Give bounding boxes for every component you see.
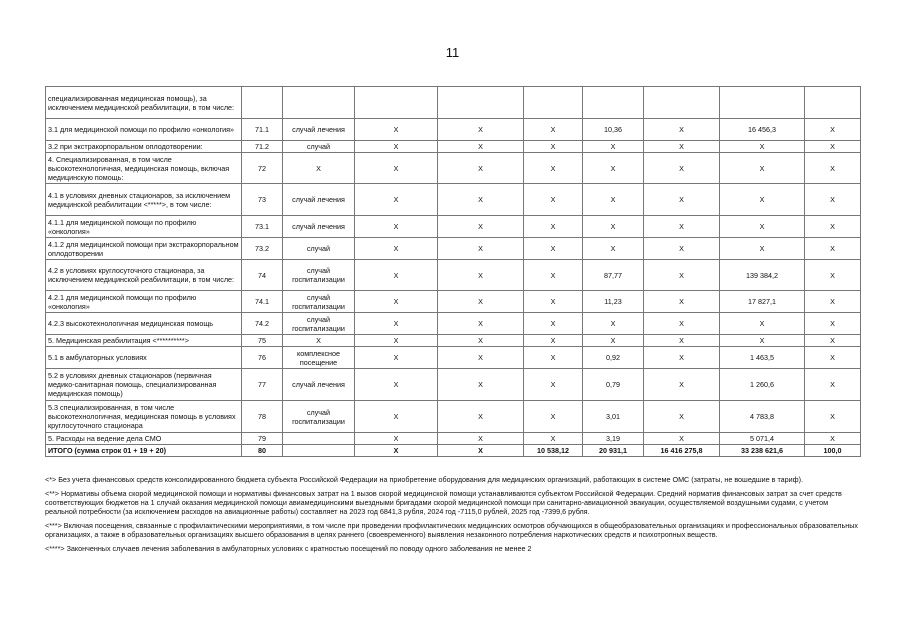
table-cell: X <box>438 238 524 260</box>
table-row <box>46 401 861 433</box>
table-row <box>46 119 861 141</box>
table-cell <box>438 87 524 119</box>
row-label: 4. Специализированная, в том числе высокотехнологичная, медицинская помощь, включая медицинскую помощь: <box>46 153 242 184</box>
table-cell: 74 <box>242 260 283 291</box>
table-cell <box>355 87 438 119</box>
table-cell: случай госпитализации <box>283 291 355 313</box>
table-cell: 76 <box>242 347 283 369</box>
table-cell: X <box>438 433 524 445</box>
table-cell: X <box>355 153 438 184</box>
footnote: <***> Включая посещения, связанные с профилактическими мероприятиями, в том числе при проведении профилактических медицинских осмотров обучающихся в общеобразовательных организациях и профессиональных образовательных организациях, а также в образовательных организациях высшего образования в целях раннего (своевременного) выявления незаконного потребления наркотических средств и психотропных веществ. <box>45 521 858 539</box>
table-cell: X <box>438 119 524 141</box>
table-row <box>46 184 861 216</box>
table-row <box>46 291 861 313</box>
table-cell: 78 <box>242 401 283 433</box>
table-cell: X <box>644 369 720 401</box>
table-cell: X <box>524 216 583 238</box>
table-cell: X <box>524 313 583 335</box>
table-cell: X <box>355 347 438 369</box>
table-cell: X <box>524 153 583 184</box>
table-cell: 0,92 <box>583 347 644 369</box>
table-cell: 3,01 <box>583 401 644 433</box>
table-cell: X <box>805 184 861 216</box>
table-cell: 74.2 <box>242 313 283 335</box>
table-cell: X <box>355 238 438 260</box>
table-cell: X <box>438 291 524 313</box>
row-label: 4.1 в условиях дневных стационаров, за исключением медицинской реабилитации <*****>, в том числе: <box>46 184 242 216</box>
table-cell: X <box>583 153 644 184</box>
table-cell: X <box>355 119 438 141</box>
table-cell: X <box>720 141 805 153</box>
page-number: 11 <box>445 45 460 60</box>
table-row <box>46 260 861 291</box>
row-label: 5. Медицинская реабилитация <**********> <box>46 335 242 347</box>
table-cell: X <box>524 238 583 260</box>
table-cell: случай лечения <box>283 369 355 401</box>
table-cell: 87,77 <box>583 260 644 291</box>
table-cell: 79 <box>242 433 283 445</box>
table-cell: 1 260,6 <box>720 369 805 401</box>
table-cell: X <box>438 153 524 184</box>
footnote: <****> Законченных случаев лечения заболевания в амбулаторных условиях с кратностью посещений по поводу одного заболевания не менее 2 <box>45 544 532 553</box>
table-cell <box>242 87 283 119</box>
table-cell: X <box>805 216 861 238</box>
table-cell: случай лечения <box>283 119 355 141</box>
footnote: <**> Нормативы объема скорой медицинской помощи и нормативы финансовых затрат на 1 вызов скорой медицинской помощи устанавливаются субъектом Российской Федерации. Средний норматив финансовых затрат за счет средств соответствующих бюджетов на 1 случай оказания медицинской помощи авиамедицинскими выездными бригадами скорой медицинской помощи при санитарно-авиационной эвакуации, осуществляемой воздушными судами, с учетом реальной потребности (за исключением расходов на авиационные работы) составляет на 2023 год 6841,3 рубля, 2024 год -7115,0 рублей, 2025 год -7399,6 рубля. <box>45 489 842 516</box>
total-cell: 80 <box>242 445 283 457</box>
table-cell: X <box>438 369 524 401</box>
table-cell: 4 783,8 <box>720 401 805 433</box>
table-cell: X <box>524 260 583 291</box>
table-cell: X <box>644 260 720 291</box>
table-cell: случай госпитализации <box>283 260 355 291</box>
total-cell: X <box>438 445 524 457</box>
table-cell: X <box>720 238 805 260</box>
row-label: специализированная медицинская помощь), за исключением медицинской реабилитации, в том числе: <box>46 87 242 119</box>
table-row <box>46 216 861 238</box>
row-label: 3.1 для медицинской помощи по профилю «онкология» <box>46 119 242 141</box>
footnotes <box>45 475 860 558</box>
table-cell: X <box>355 313 438 335</box>
table-cell: 71.2 <box>242 141 283 153</box>
table-cell: X <box>524 184 583 216</box>
table-cell: X <box>644 141 720 153</box>
table-cell: X <box>524 401 583 433</box>
table-cell <box>583 87 644 119</box>
table-cell: X <box>438 260 524 291</box>
table-cell: 17 827,1 <box>720 291 805 313</box>
table-cell: 75 <box>242 335 283 347</box>
total-cell: 16 416 275,8 <box>644 445 720 457</box>
table-cell: X <box>644 433 720 445</box>
table-cell: X <box>805 401 861 433</box>
table-cell <box>524 87 583 119</box>
table-cell: 73.1 <box>242 216 283 238</box>
table-cell: X <box>805 433 861 445</box>
table-row <box>46 153 861 184</box>
table-cell: X <box>524 119 583 141</box>
table-cell: X <box>583 313 644 335</box>
table-cell: X <box>644 153 720 184</box>
table-cell: X <box>438 141 524 153</box>
table-cell: X <box>583 335 644 347</box>
table-cell: 72 <box>242 153 283 184</box>
table-cell: X <box>805 260 861 291</box>
table-cell <box>283 433 355 445</box>
table-cell <box>720 87 805 119</box>
table-cell: X <box>355 141 438 153</box>
table-cell: X <box>644 401 720 433</box>
table-cell: X <box>805 238 861 260</box>
total-cell <box>283 445 355 457</box>
table-row <box>46 238 861 260</box>
row-label: 4.1.1 для медицинской помощи по профилю «онкология» <box>46 216 242 238</box>
table-cell: X <box>355 216 438 238</box>
total-cell: 33 238 621,6 <box>720 445 805 457</box>
table-cell: комплексное посещение <box>283 347 355 369</box>
table-cell: X <box>805 347 861 369</box>
table-cell: 3,19 <box>583 433 644 445</box>
total-label: ИТОГО (сумма строк 01 + 19 + 20) <box>46 445 242 457</box>
row-label: 5. Расходы на ведение дела СМО <box>46 433 242 445</box>
row-label: 5.2 в условиях дневных стационаров (первичная медико-санитарная помощь, специализированная медицинская помощь) <box>46 369 242 401</box>
table-row <box>46 433 861 445</box>
table-cell: X <box>355 369 438 401</box>
table-cell: X <box>355 433 438 445</box>
table-cell: X <box>644 119 720 141</box>
table-row <box>46 335 861 347</box>
table-cell: X <box>644 184 720 216</box>
table-cell: X <box>583 238 644 260</box>
table-cell: X <box>355 401 438 433</box>
total-cell: 20 931,1 <box>583 445 644 457</box>
table-cell: 16 456,3 <box>720 119 805 141</box>
table-cell: X <box>805 369 861 401</box>
table-cell: 139 384,2 <box>720 260 805 291</box>
financing-table <box>45 86 861 457</box>
total-cell: X <box>355 445 438 457</box>
table-cell: X <box>524 369 583 401</box>
row-label: 5.1 в амбулаторных условиях <box>46 347 242 369</box>
table-cell: X <box>720 216 805 238</box>
table-cell: X <box>805 153 861 184</box>
table-cell: X <box>805 119 861 141</box>
table-cell: X <box>644 335 720 347</box>
total-cell: 100,0 <box>805 445 861 457</box>
table-row <box>46 313 861 335</box>
table-cell: X <box>805 141 861 153</box>
table-cell: X <box>524 141 583 153</box>
table-cell: случай госпитализации <box>283 401 355 433</box>
table-cell: X <box>805 313 861 335</box>
table-cell: X <box>720 313 805 335</box>
table-cell: X <box>644 291 720 313</box>
table-cell: случай лечения <box>283 184 355 216</box>
table-cell: X <box>283 153 355 184</box>
table-cell: X <box>438 347 524 369</box>
table-cell: 10,36 <box>583 119 644 141</box>
table-cell: 0,79 <box>583 369 644 401</box>
total-cell: 10 538,12 <box>524 445 583 457</box>
footnote: <*> Без учета финансовых средств консолидированного бюджета субъекта Российской Федерации на приобретение оборудования для медицинских организаций, работающих в системе ОМС (затраты, не вошедшие в тариф). <box>45 475 803 484</box>
table-cell: X <box>438 216 524 238</box>
table-cell: X <box>805 335 861 347</box>
table-cell: 74.1 <box>242 291 283 313</box>
table-row <box>46 369 861 401</box>
table-cell: X <box>283 335 355 347</box>
table-row <box>46 141 861 153</box>
table-cell: 77 <box>242 369 283 401</box>
table-cell: 71.1 <box>242 119 283 141</box>
table-cell: случай госпитализации <box>283 313 355 335</box>
table-cell: X <box>355 335 438 347</box>
table-cell: X <box>524 347 583 369</box>
table-cell: X <box>644 238 720 260</box>
table-cell: X <box>438 184 524 216</box>
table-cell: X <box>720 153 805 184</box>
table-cell <box>283 87 355 119</box>
table-row <box>46 87 861 119</box>
table-cell: 11,23 <box>583 291 644 313</box>
table-cell: 73.2 <box>242 238 283 260</box>
table-cell <box>644 87 720 119</box>
row-label: 4.2.3 высокотехнологичная медицинская помощь <box>46 313 242 335</box>
table-cell: 1 463,5 <box>720 347 805 369</box>
table-cell: X <box>644 216 720 238</box>
table-row <box>46 347 861 369</box>
row-label: 4.2.1 для медицинской помощи по профилю «онкология» <box>46 291 242 313</box>
row-label: 4.1.2 для медицинской помощи при экстракорпоральном оплодотворении <box>46 238 242 260</box>
table-cell: X <box>644 313 720 335</box>
table-cell: X <box>720 184 805 216</box>
table-cell: X <box>524 291 583 313</box>
row-label: 4.2 в условиях круглосуточного стационара, за исключением медицинской реабилитации, в том числе: <box>46 260 242 291</box>
table-cell: X <box>438 313 524 335</box>
table-cell: X <box>355 184 438 216</box>
table-cell: 5 071,4 <box>720 433 805 445</box>
table-cell: X <box>720 335 805 347</box>
total-row <box>46 445 861 457</box>
table-cell: X <box>438 401 524 433</box>
table-cell: X <box>524 335 583 347</box>
table-cell: случай <box>283 141 355 153</box>
table-cell: X <box>583 216 644 238</box>
table-cell: X <box>805 291 861 313</box>
table-cell: X <box>583 141 644 153</box>
table-cell: X <box>438 335 524 347</box>
table-cell: X <box>355 291 438 313</box>
table-cell: 73 <box>242 184 283 216</box>
table-cell: X <box>644 347 720 369</box>
table-cell <box>805 87 861 119</box>
table-cell: случай <box>283 238 355 260</box>
table-cell: случай лечения <box>283 216 355 238</box>
table-cell: X <box>355 260 438 291</box>
row-label: 5.3 специализированная, в том числе высокотехнологичная, медицинская помощь в условиях круглосуточного стационара <box>46 401 242 433</box>
row-label: 3.2 при экстракорпоральном оплодотворении: <box>46 141 242 153</box>
table-cell: X <box>524 433 583 445</box>
table-cell: X <box>583 184 644 216</box>
